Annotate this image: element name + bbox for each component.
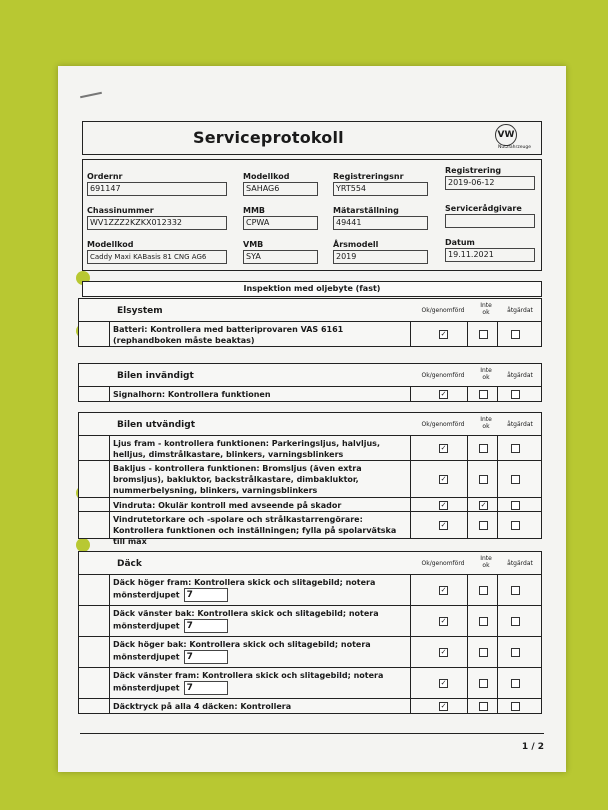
column-header-inte: Inte ok (480, 367, 492, 381)
row-text: Däck vänster fram: Kontrollera skick och slitagebild; notera mönsterdjupet (113, 671, 384, 693)
section-title: Bilen utvändigt (117, 420, 196, 430)
radgivare-field: Servicerådgivare (445, 204, 535, 228)
footer-divider (80, 733, 544, 734)
column-header-atg: åtgärdat (507, 560, 533, 567)
page-number: 1 / 2 (521, 742, 544, 752)
vw-logo-icon: VW (495, 124, 517, 146)
checkbox-ok[interactable]: ✓ (440, 586, 447, 594)
column-divider (497, 668, 498, 698)
column-divider (467, 637, 468, 667)
column-header-ok: Ok/genomförd (421, 560, 465, 567)
section-title: Däck (117, 559, 142, 569)
page-title: Serviceprotokoll (193, 128, 344, 147)
column-divider (467, 322, 468, 346)
section-header (79, 299, 541, 322)
column-header-atg: åtgärdat (507, 372, 533, 379)
column-divider (467, 387, 468, 401)
checkbox-atg[interactable] (511, 330, 520, 339)
checklist-row (79, 699, 541, 713)
pencil-mark (80, 92, 102, 99)
column-header-ok: Ok/genomförd (421, 307, 465, 314)
row-description (109, 668, 411, 698)
column-divider (497, 512, 498, 538)
row-description (109, 436, 411, 460)
column-header-ok: Ok/genomförd (421, 421, 465, 428)
checkbox-atg[interactable] (511, 586, 520, 595)
column-divider (497, 637, 498, 667)
checkbox-ok[interactable]: ✓ (440, 617, 447, 625)
row-text: Däck höger fram: Kontrollera skick och slitagebild; notera mönsterdjupet (113, 578, 376, 600)
punch-hole (76, 538, 90, 552)
column-header-atg: åtgärdat (507, 307, 533, 314)
modellkod-field: Modellkod SAHAG6 (243, 172, 318, 196)
row-description (109, 699, 411, 713)
row-description (109, 637, 411, 667)
section-header (79, 413, 541, 436)
row-text: Vindrutetorkare och -spolare och strålkastarrengörare: Kontrollera funktionen och inställningen; fylla på spolarvätska till max (113, 515, 397, 546)
checklist-row (79, 498, 541, 512)
column-divider (497, 436, 498, 460)
checkbox-atg[interactable] (511, 617, 520, 626)
section-title: Bilen invändigt (117, 371, 194, 381)
column-divider (467, 461, 468, 497)
regnr-field: Registreringsnr YRT554 (333, 172, 428, 196)
checkbox-inte[interactable] (479, 586, 488, 595)
row-text: Vindruta: Okulär kontroll med avseende på skador (113, 501, 342, 510)
column-divider (467, 699, 468, 713)
checklist-row (79, 606, 541, 637)
registrering-field: Registrering 2019-06-12 (445, 166, 535, 190)
checkbox-ok[interactable]: ✓ (440, 702, 447, 710)
section-table (78, 412, 542, 546)
vmb-field: VMB SYA (243, 240, 318, 264)
row-text: Signalhorn: Kontrollera funktionen (113, 390, 271, 399)
column-divider (497, 606, 498, 636)
column-divider (497, 699, 498, 713)
checkbox-ok[interactable]: ✓ (440, 521, 447, 529)
checkbox-inte[interactable] (479, 648, 488, 657)
checkbox-atg[interactable] (511, 475, 520, 484)
row-text: Däcktryck på alla 4 däcken: Kontrollera (113, 702, 292, 711)
document-page (58, 66, 566, 772)
row-description (109, 322, 411, 346)
matar-field: Mätarställning 49441 (333, 206, 428, 230)
row-description (109, 606, 411, 636)
checkbox-ok[interactable]: ✓ (440, 501, 447, 509)
header-box (82, 121, 542, 155)
checklist-row (79, 512, 541, 546)
checkbox-inte[interactable]: ✓ (480, 501, 487, 509)
row-text: Däck vänster bak: Kontrollera skick och slitagebild; notera mönsterdjupet (113, 609, 379, 631)
section-table (78, 551, 542, 714)
checkbox-ok[interactable]: ✓ (440, 475, 447, 483)
section-header (79, 364, 541, 387)
checkbox-ok[interactable]: ✓ (440, 390, 447, 398)
checkbox-inte[interactable] (479, 475, 488, 484)
column-divider (497, 322, 498, 346)
column-divider (497, 575, 498, 605)
checklist-row (79, 436, 541, 461)
checkbox-inte[interactable] (479, 390, 488, 399)
brand-subtitle: Nutzfahrzeuge (498, 145, 531, 150)
row-description (109, 461, 411, 497)
section-title: Elsystem (117, 306, 163, 316)
checkbox-atg[interactable] (511, 679, 520, 688)
checkbox-atg[interactable] (511, 501, 520, 510)
row-description (109, 575, 411, 605)
checkbox-atg[interactable] (511, 521, 520, 530)
vehicle-info (82, 159, 542, 271)
checklist-row (79, 668, 541, 699)
row-description (109, 498, 411, 511)
datum-field: Datum 19.11.2021 (445, 238, 535, 262)
row-description (109, 387, 411, 401)
section-header (79, 552, 541, 575)
column-divider (467, 512, 468, 538)
ordernr-field: Ordernr 691147 (87, 172, 227, 196)
column-header-ok: Ok/genomförd (421, 372, 465, 379)
tread-depth-field[interactable]: 7 (184, 588, 228, 602)
checkbox-inte[interactable] (479, 444, 488, 453)
column-header-inte: Inte ok (480, 416, 492, 430)
tread-depth-field[interactable]: 7 (184, 619, 228, 633)
row-text: Batteri: Kontrollera med batteriprovaren VAS 6161 (rephandboken måste beaktas) (113, 325, 344, 345)
checklist-row (79, 461, 541, 498)
checkbox-inte[interactable] (479, 679, 488, 688)
checklist-row (79, 322, 541, 346)
column-divider (497, 498, 498, 511)
column-divider (467, 668, 468, 698)
checkbox-inte[interactable] (479, 330, 488, 339)
checklist-row (79, 637, 541, 668)
tread-depth-field[interactable]: 7 (184, 650, 228, 664)
checklist-row (79, 575, 541, 606)
row-description (109, 512, 411, 546)
inspection-title: Inspektion med oljebyte (fast) (82, 281, 542, 297)
checkbox-ok[interactable]: ✓ (440, 444, 447, 452)
chassi-field: Chassinummer WV1ZZZ2KZKX012332 (87, 206, 227, 230)
column-divider (497, 387, 498, 401)
column-divider (467, 498, 468, 511)
mmb-field: MMB CPWA (243, 206, 318, 230)
row-text: Bakljus - kontrollera funktionen: Bromsljus (även extra bromsljus), bakluktor, backstrålkastare, dimbakluktor, nummerbelysning, blinkers, varningsblinkers (113, 464, 362, 495)
checklist-row (79, 387, 541, 401)
checkbox-inte[interactable] (479, 617, 488, 626)
modellkod2-field: Modellkod Caddy Maxi KABasis 81 CNG AG6 (87, 240, 227, 264)
column-header-inte: Inte ok (480, 302, 492, 316)
column-divider (467, 575, 468, 605)
checkbox-inte[interactable] (479, 702, 488, 711)
column-divider (467, 606, 468, 636)
column-divider (497, 461, 498, 497)
row-text: Däck höger bak: Kontrollera skick och slitagebild; notera mönsterdjupet (113, 640, 371, 662)
row-text: Ljus fram - kontrollera funktionen: Parkeringsljus, halvljus, helljus, dimstrålkastare, blinkers, varningsblinkers (113, 439, 380, 459)
checkbox-atg[interactable] (511, 390, 520, 399)
checkbox-atg[interactable] (511, 702, 520, 711)
checkbox-ok[interactable]: ✓ (440, 679, 447, 687)
checkbox-inte[interactable] (479, 521, 488, 530)
column-divider (467, 436, 468, 460)
checkbox-ok[interactable]: ✓ (440, 330, 447, 338)
section-table (78, 363, 542, 402)
checkbox-ok[interactable]: ✓ (440, 648, 447, 656)
tread-depth-field[interactable]: 7 (184, 681, 228, 695)
checkbox-atg[interactable] (511, 444, 520, 453)
column-header-atg: åtgärdat (507, 421, 533, 428)
arsmodell-field: Årsmodell 2019 (333, 240, 428, 264)
section-table (78, 298, 542, 347)
column-header-inte: Inte ok (480, 555, 492, 569)
checkbox-atg[interactable] (511, 648, 520, 657)
